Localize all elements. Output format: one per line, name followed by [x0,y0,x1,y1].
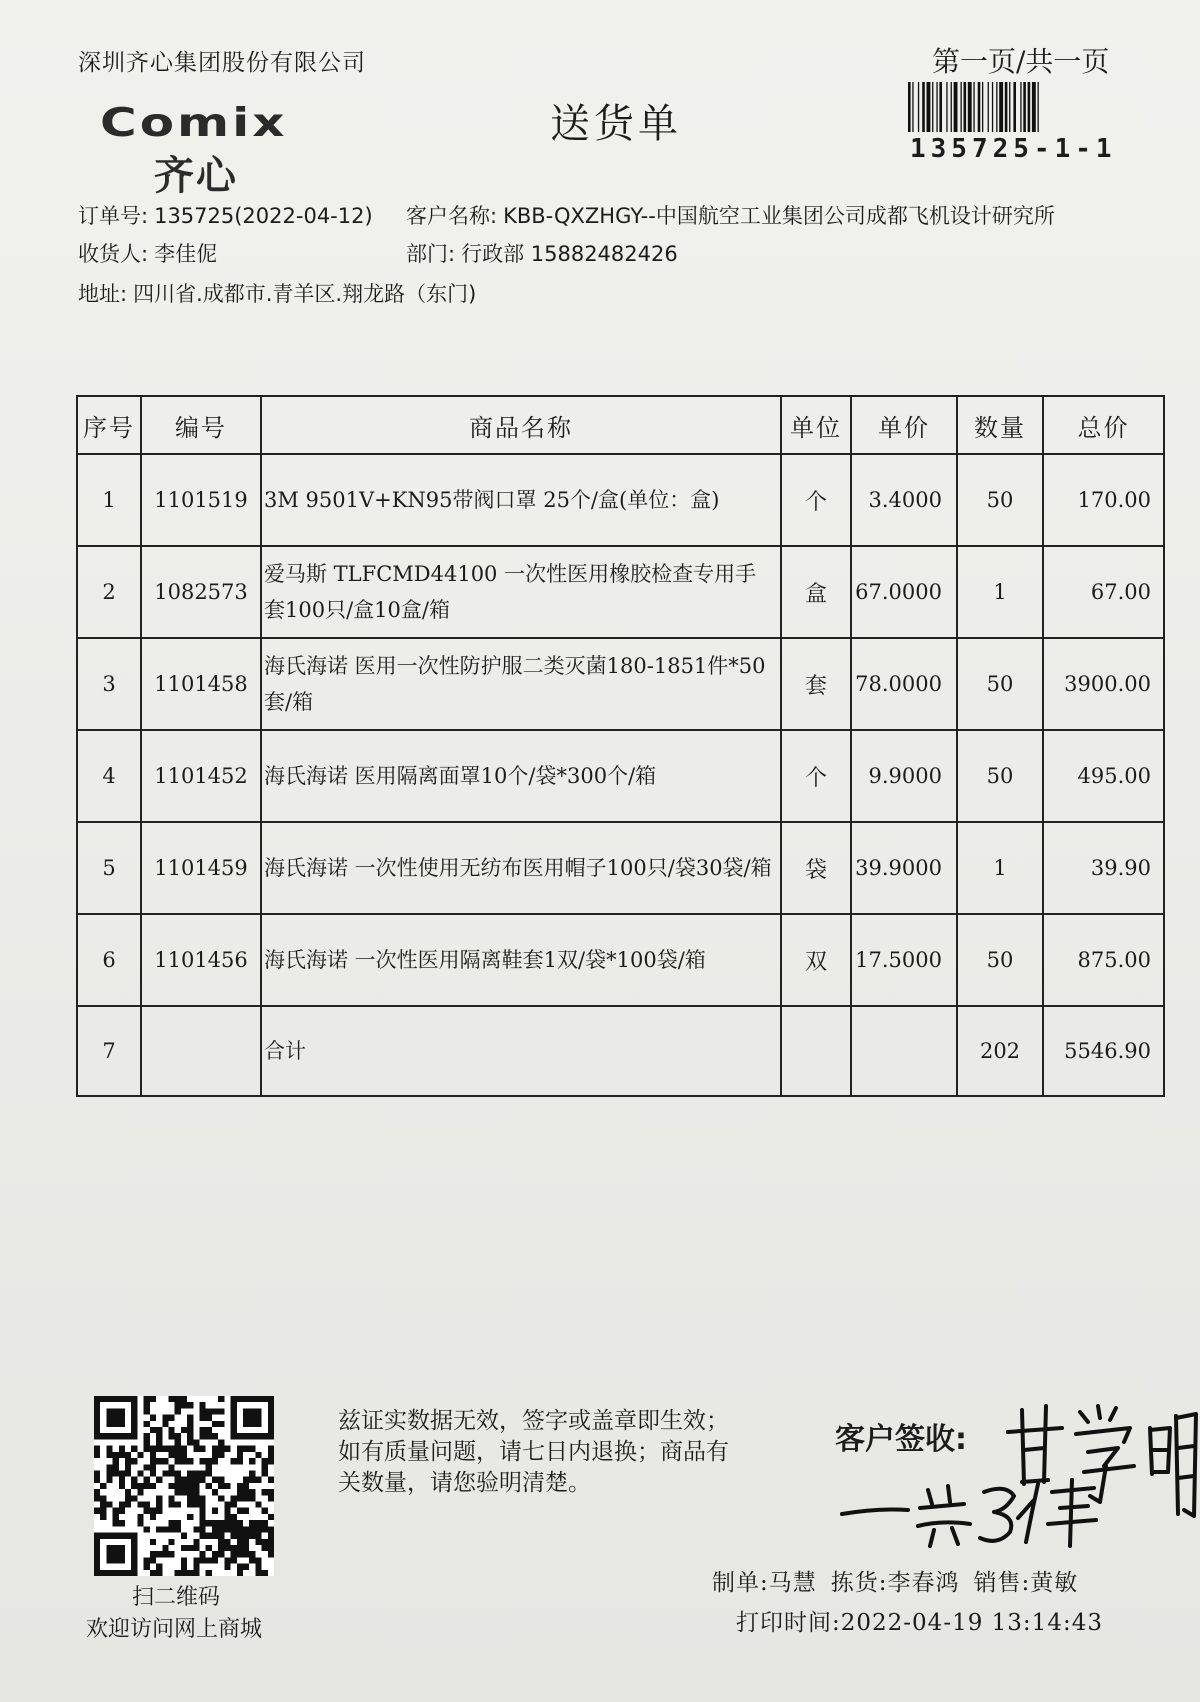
cell-unit-price: 3.4000 [851,454,957,546]
cell-product-name: 海氏海诺 一次性医用隔离鞋套1双/袋*100袋/箱 [261,914,781,1006]
cell-amount: 495.00 [1043,730,1164,822]
company-name: 深圳齐心集团股份有限公司 [78,50,366,76]
cell-product-name: 3M 9501V+KN95带阀口罩 25个/盒(单位：盒) [261,454,781,546]
header-seq: 序号 [77,396,141,454]
department [406,238,678,268]
cell-seq: 2 [77,546,141,638]
cell-code: 1101459 [141,822,261,914]
cell-quantity: 50 [957,914,1043,1006]
barcode-number: 135725-1-1 [910,134,1117,164]
document-title: 送货单 [550,101,682,147]
logo-cn-text: 齐心 [154,153,238,199]
total-row [77,1006,1164,1096]
header-unit: 单位 [781,396,851,454]
table-row [77,638,1164,730]
cell-seq: 1 [77,454,141,546]
cell-amount: 875.00 [1043,914,1164,1006]
cell-amount: 39.90 [1043,822,1164,914]
cell-code: 1101519 [141,454,261,546]
receiver [78,238,217,268]
customer-name-label: 客户名称: [406,204,498,228]
cell-seq: 6 [77,914,141,1006]
cell-unit-price: 39.9000 [851,822,957,914]
header-unit-price: 单价 [851,396,957,454]
cell-unit-price: 78.0000 [851,638,957,730]
table-row [77,914,1164,1006]
receiver-label: 收货人: [78,242,149,266]
print-time: 打印时间:2022-04-19 13:14:43 [736,1610,1103,1636]
order-number-value: 135725(2022-04-12) [154,204,373,228]
cell-code: 1101456 [141,914,261,1006]
cell-price-empty [851,1006,957,1096]
cell-code: 1101458 [141,638,261,730]
cell-seq: 4 [77,730,141,822]
table-header-row [77,396,1164,454]
cell-unit: 盒 [781,546,851,638]
page-number: 第一页/共一页 [932,45,1110,78]
department-label: 部门: [406,242,456,266]
cell-quantity: 1 [957,822,1043,914]
header-amount: 总价 [1043,396,1164,454]
qr-code [94,1396,274,1576]
qr-caption-mall: 欢迎访问网上商城 [86,1617,263,1642]
cell-amount: 67.00 [1043,546,1164,638]
cell-unit-price: 67.0000 [851,546,957,638]
cell-code: 1101452 [141,730,261,822]
cell-unit-price: 9.9000 [851,730,957,822]
cell-code-empty [141,1006,261,1096]
cell-product-name: 海氏海诺 一次性使用无纺布医用帽子100只/袋30袋/箱 [261,822,781,914]
cell-unit: 个 [781,730,851,822]
cell-product-name: 海氏海诺 医用隔离面罩10个/袋*300个/箱 [261,730,781,822]
sales: 销售:黄敏 [973,1570,1079,1596]
cell-unit: 个 [781,454,851,546]
address-value: 四川省.成都市.青羊区.翔龙路（东门) [133,282,477,306]
cell-quantity: 1 [957,546,1043,638]
staff-line [712,1564,1092,1597]
total-quantity: 202 [957,1006,1043,1096]
maker: 制单:马慧 [712,1570,817,1596]
cell-unit: 双 [781,914,851,1006]
department-value: 行政部 15882482426 [461,242,678,266]
order-number-label: 订单号: [78,204,149,228]
receiver-value: 李佳伲 [154,242,218,266]
cell-product-name: 爱马斯 TLFCMD44100 一次性医用橡胶检查专用手套100只/盒10盒/箱 [261,546,781,638]
cell-seq: 3 [77,638,141,730]
table-row [77,454,1164,546]
logo-latin-text: Comix [100,100,288,146]
cell-unit: 袋 [781,822,851,914]
customer-name [406,200,1055,230]
header-quantity: 数量 [957,396,1043,454]
cell-unit: 套 [781,638,851,730]
cell-amount: 170.00 [1043,454,1164,546]
total-amount: 5546.90 [1043,1006,1164,1096]
cell-amount: 3900.00 [1043,638,1164,730]
table-row [77,822,1164,914]
cell-product-name: 海氏海诺 医用一次性防护服二类灭菌180-1851件*50 套/箱 [261,638,781,730]
cell-code: 1082573 [141,546,261,638]
barcode-graphic [908,82,1124,132]
goods-table [76,395,1165,1097]
header-code: 编号 [141,396,261,454]
notice-text: 兹证实数据无效，签字或盖章即生效；如有质量问题，请七日内退换；商品有关数量，请您验明清楚。 [338,1408,729,1496]
total-label: 合计 [261,1006,781,1096]
customer-name-value: KBB-QXZHGY--中国航空工业集团公司成都飞机设计研究所 [503,204,1055,228]
cell-quantity: 50 [957,454,1043,546]
cell-unit-empty [781,1006,851,1096]
table-row [77,730,1164,822]
cell-quantity: 50 [957,730,1043,822]
picker: 拣货:李春鸿 [830,1570,960,1596]
address [78,278,476,308]
order-number [78,200,373,230]
cell-quantity: 50 [957,638,1043,730]
cell-seq: 5 [77,822,141,914]
signature-note-handwriting [838,1470,1098,1550]
table-row [77,546,1164,638]
comix-logo [100,100,340,199]
customer-sign-label: 客户签收: [835,1422,967,1457]
cell-seq: 7 [77,1006,141,1096]
qr-caption-scan: 扫二维码 [132,1585,221,1610]
header-product-name: 商品名称 [261,396,781,454]
cell-unit-price: 17.5000 [851,914,957,1006]
address-label: 地址: [78,282,128,306]
